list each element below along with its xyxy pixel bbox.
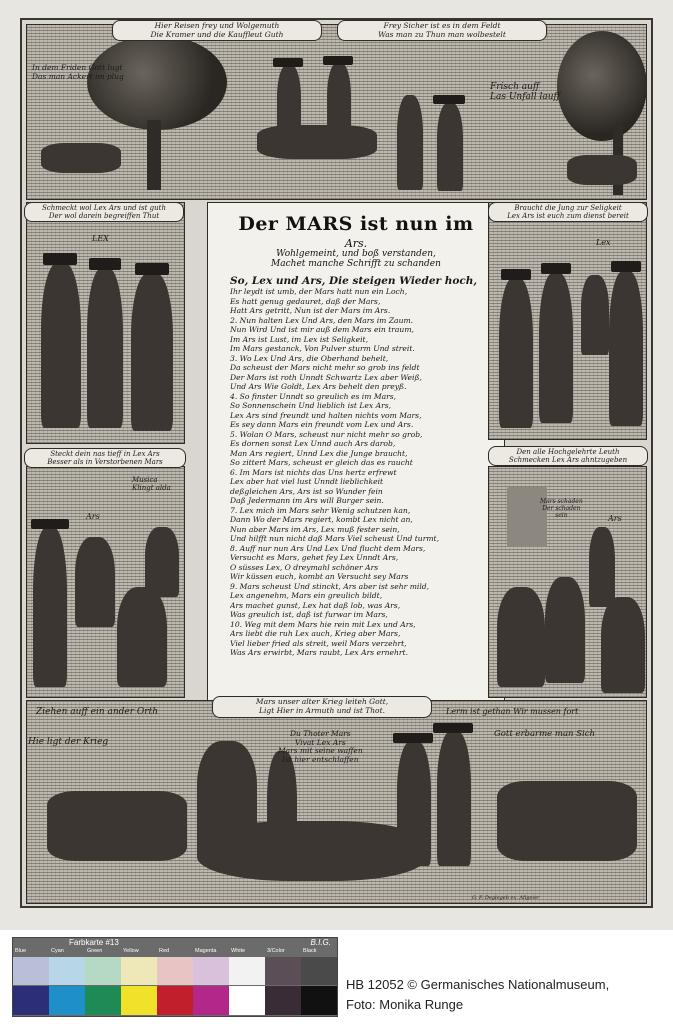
musician-hat [31, 519, 69, 529]
color-patch-black [301, 986, 337, 1015]
verse-line: So, Lex und Ars, Die steigen Wieder hoch, [230, 275, 478, 287]
colorbar-title: Farbkarte #13 [69, 938, 119, 947]
bottom-caption-left-1: Ziehen auff ein ander Orth [36, 707, 159, 717]
right-mid-scroll [488, 446, 648, 466]
scroll-line: Den alle Hochgelehrte Leuth [516, 448, 620, 456]
verse-line: Dann Wo der Mars regiert, kombt Lex nicht an, [230, 515, 413, 524]
color-patch-blue [13, 957, 49, 985]
color-patch-red [157, 986, 193, 1015]
verse-line: Es sey dann Mars ein freundt vom Lex und Ars. [230, 420, 414, 429]
top-landscape-engraving [26, 21, 647, 200]
patch-name: 3/Color [267, 948, 285, 954]
color-patch-black [301, 957, 337, 985]
verse-line: So zittert Mars, scheust er gleich das es raucht [230, 458, 413, 467]
color-patch-green [85, 957, 121, 985]
bottom-caption-right-2: Gott erbarme man Sich [494, 729, 595, 739]
verse-line: 6. Im Mars ist nichts das Uns hertz erfrewt [230, 467, 397, 477]
musicians-engraving [26, 466, 185, 698]
scholar-figure [499, 278, 533, 428]
verse-line: 2. Nun halten Lex Und Ars, den Mars im Zaum. [230, 315, 414, 325]
verse-line: Daß Jedermann im Ars will Burger sein. [230, 496, 384, 505]
top-scroll-left [112, 20, 322, 41]
poem-title-2: Ars. [344, 237, 368, 250]
tree-right [557, 31, 647, 141]
ars-label-left: Ars [86, 512, 100, 521]
lute-player [75, 537, 115, 627]
colorbar-names [13, 948, 337, 957]
verse-line: Lex angenehm, Mars ein greulich bildt, [230, 591, 383, 600]
patch-name: Magenta [195, 948, 217, 954]
verse-line: Und hilfft nun nicht daß Mars Viel scheust Und turmt, [230, 534, 439, 543]
credit-line: Foto: Monika Runge [346, 997, 464, 1012]
verse-line: Es dornen sonst Lex Unnd auch Ars darob, [230, 439, 396, 448]
tag-line: Mars schaden [540, 498, 583, 505]
scholar-figure-4 [609, 271, 643, 426]
scholar-hat-4 [611, 261, 641, 272]
verse-line: Der Mars ist roth Unndt Schwartz Lex aber Weiß, [230, 372, 422, 382]
scroll-line: Ligt Hier in Armuth und ist Thot. [259, 705, 385, 715]
ars-label-right: Ars [608, 514, 622, 523]
rider-hat [273, 58, 303, 67]
rider-hat-2 [323, 56, 353, 65]
soldier-figure-3 [437, 731, 471, 866]
scroll-line: Steckt dein nas tieff in Lex Ars [50, 450, 160, 458]
top-scroll-right [337, 20, 547, 41]
scholar-figure-2 [539, 273, 573, 423]
patch-name: Green [87, 948, 103, 954]
scroll-line: Schmeckt wol Lex Ars und ist guth [42, 204, 166, 212]
ox-plough [41, 143, 121, 173]
merchant-figure [397, 95, 423, 190]
verse-line: 7. Lex mich im Mars sehr Wenig schutzen kan, [230, 505, 411, 515]
scholar-hat [43, 253, 77, 265]
caption-line: In dem Friden Gott lugt [32, 63, 123, 72]
scroll-line: Die Kramer und die Kauffleut Guth [150, 29, 284, 39]
bass-viol-player [117, 587, 167, 687]
resting-shepherd [567, 155, 637, 185]
scroll-line: Braucht die Jung zur Seligkeit [514, 204, 622, 212]
color-patch-white [229, 986, 265, 1015]
mars-schaden-label [540, 498, 583, 519]
color-calibration-chart [12, 937, 338, 1017]
bottom-center-caption [278, 730, 363, 764]
poem-text-panel [207, 202, 505, 712]
patch-name: Black [303, 948, 317, 954]
singer-figure [145, 527, 179, 597]
tree-left [87, 35, 227, 130]
verse-line: 4. So finster Unndt so greulich es im Mars, [230, 391, 397, 401]
musica-label [132, 476, 171, 492]
scroll-line: Besser als in Verstorbenen Mars [47, 458, 163, 466]
tag-line: Klingt alda [132, 484, 171, 492]
color-patch-white [229, 957, 265, 985]
top-caption-right [490, 82, 560, 102]
verse-line: Man Ars regiert, Unnd Lex die Junge braucht, [230, 448, 408, 458]
scholar-figure-3 [131, 273, 173, 431]
colorbar-light-row [13, 957, 337, 985]
scholar-hat-3 [135, 263, 169, 275]
lex-label: LEX [92, 234, 109, 243]
marching-soldiers [497, 781, 637, 861]
credit-line: HB 12052 © Germanisches Nationalmuseum, [346, 977, 610, 992]
musician-figure [33, 527, 67, 687]
subtitle-line: Wohlgemeint, und boß verstanden, [276, 249, 436, 259]
verse-line: Nun aber Mars im Ars, Lex muß fester sein, [230, 524, 400, 534]
patch-name: Cyan [51, 948, 64, 954]
poem-subtitle [208, 249, 504, 269]
tag-line: Der schaden [542, 505, 581, 512]
verse-line: Hatt Ars getritt, Nun ist der Mars im Ars. [230, 306, 391, 315]
verse-line: Was Ars erwirbt, Mars raubt, Lex Ars ernehrt. [230, 648, 409, 657]
verse-line: O süsses Lex, O dreymahl schöner Ars [230, 562, 379, 572]
scroll-line: Der wol darein begreiffen Thut [48, 212, 160, 220]
color-patch-yellow [121, 957, 157, 985]
tree-trunk-left [147, 120, 161, 190]
verse-line: Lex Ars sind freundt und halten nichts vom Mars, [230, 410, 422, 420]
scroll-line: Schmecken Lex Ars ahntzugeben [508, 456, 628, 464]
verse-line: Ars machet gunst, Lex hat daß lob, was Ars, [230, 600, 401, 610]
colorbar-header [13, 938, 337, 948]
merchant-figure-2 [437, 103, 463, 191]
verse-line: So Sonnenschein Und lieblich ist Lex Ars, [230, 401, 392, 410]
lady-figure-4 [601, 597, 645, 693]
soldier-hat-3 [433, 723, 473, 733]
scholar-figure [41, 263, 81, 428]
lex-label-right: Lex [596, 238, 611, 247]
verse-line: Versucht es Mars, gehet fey Lex Unndt Ars, [230, 553, 399, 562]
engraver-signature: G. F. Deglegeb ex. Allgeier [472, 895, 540, 901]
verse-line: deßgleichen Ars, Ars ist so Wunder fein [230, 486, 383, 496]
scroll-line: Was man zu Thun man wolbestelt [378, 29, 506, 39]
scroll-line: Hier Reisen frey und Wolgemuth [154, 21, 280, 30]
horse [257, 125, 377, 159]
color-patch-green [85, 986, 121, 1015]
verse-line: Da scheust der Mars nicht mehr so grob ins feldt [230, 363, 420, 372]
scholar-hat-2 [89, 258, 121, 270]
verse-line: Was greulich ist, daß ist furwar im Mars, [230, 610, 388, 619]
caption-line: Das man Ackert im plug [32, 71, 124, 81]
patch-name: White [231, 948, 246, 954]
scholar-hat-2 [541, 263, 571, 274]
right-top-scroll [488, 202, 648, 222]
verse-line: Lex aber hat viel lust Unndt lieblichkeit [230, 477, 384, 486]
color-patch-blue [13, 986, 49, 1015]
patch-name: Red [159, 948, 170, 954]
verse-line: Ihr leydt ist umb, der Mars hatt nun ein Loch, [230, 287, 408, 296]
scholar-figure-2 [87, 268, 123, 428]
soldier-hat [393, 733, 433, 743]
verse-line: Ars liebt die ruh Lex auch, Krieg aber Mars, [230, 629, 401, 638]
scroll-line: Lex Ars ist euch zum dienst bereit [507, 212, 629, 220]
caption-line: Vivat Lex Ars [295, 737, 346, 747]
scholar-hat [501, 269, 531, 280]
color-patch-red [157, 957, 193, 985]
subtitle-line: Machet manche Schrifft zu schanden [271, 259, 441, 269]
scholar-figure-3 [581, 275, 609, 355]
verse-line: Nun Wird Und ist mir auß dem Mars ein traum, [230, 325, 414, 334]
left-top-scroll [24, 202, 184, 222]
top-caption-left [32, 64, 124, 81]
fallen-armour [197, 821, 427, 881]
verse-line: 10. Weg mit dem Mars hie rein mit Lex und Ars, [230, 619, 416, 629]
merchant-hat [433, 95, 465, 104]
verse-line: 9. Mars scheust Und stinckt, Ars aber ist sehr mild, [230, 581, 430, 591]
tag-line: sein [555, 512, 568, 519]
poem-verse [230, 275, 492, 658]
lady-figure-2 [545, 577, 585, 683]
verse-line: Im Mars gestanck, Von Pulver sturm Und streit. [230, 344, 415, 353]
bottom-caption-left-2: Hie ligt der Krieg [28, 737, 109, 747]
lady-figure [497, 587, 545, 687]
verse-line: Viel lieber fried als streit, weil Mars verzehrt, [230, 638, 407, 648]
caption-line: Las Unfall lauff [490, 92, 560, 102]
verse-line: 5. Wolan O Mars, scheust nur nicht mehr so grob, [230, 429, 423, 439]
bottom-scroll [212, 696, 432, 718]
color-patch-magenta [193, 986, 229, 1015]
color-patch-3color [265, 957, 301, 985]
verse-line: Wir küssen euch, kombt an Versucht sey Mars [230, 572, 409, 581]
verse-line: 3. Wo Lex Und Ars, die Oberhand behelt, [230, 353, 389, 363]
caption-line: Du Thoter Mars [290, 729, 351, 738]
broadsheet-print [20, 18, 653, 908]
colorbar-brand: B.I.G. [310, 938, 331, 947]
caption-line: Mars mit seine waffen [278, 746, 363, 755]
color-patch-cyan [49, 957, 85, 985]
patch-name: Yellow [123, 948, 139, 954]
color-patch-magenta [193, 957, 229, 985]
disputing-scholars-engraving [488, 202, 647, 440]
patch-name: Blue [15, 948, 27, 954]
tag-line: Musica [132, 476, 158, 484]
color-patch-3color [265, 986, 301, 1015]
bottom-caption-right-1: Lerm ist gethan Wir mussen fort [446, 707, 579, 716]
verse-line: 8. Auff nur nun Ars Und Lex Und flucht dem Mars, [230, 543, 426, 553]
left-mid-scroll [24, 448, 186, 468]
scroll-line: Frey Sicher ist es in dem Feldt [383, 21, 501, 30]
scroll-line: Mars unser alter Krieg leiteh Gott, [255, 697, 389, 706]
poem-title: Der MARS ist nun im [238, 213, 474, 235]
photo-credit [346, 975, 666, 1015]
color-patch-yellow [121, 986, 157, 1015]
verse-line: Im Ars ist Lust, im Lex ist Seligkeit, [230, 334, 369, 344]
caption-line: Ist hier entschlaffen [282, 754, 359, 764]
lady-figure-3 [589, 527, 615, 607]
verse-line: Und Ars Wie Goldt, Lex Ars behelt den preyß. [230, 382, 407, 391]
colorbar-dark-row [13, 986, 337, 1015]
color-patch-cyan [49, 986, 85, 1015]
caption-line: Frisch auff [490, 82, 540, 92]
cavalry-column [47, 791, 187, 861]
verse-line: Es hatt genug gedauret, daß der Mars, [230, 296, 381, 306]
